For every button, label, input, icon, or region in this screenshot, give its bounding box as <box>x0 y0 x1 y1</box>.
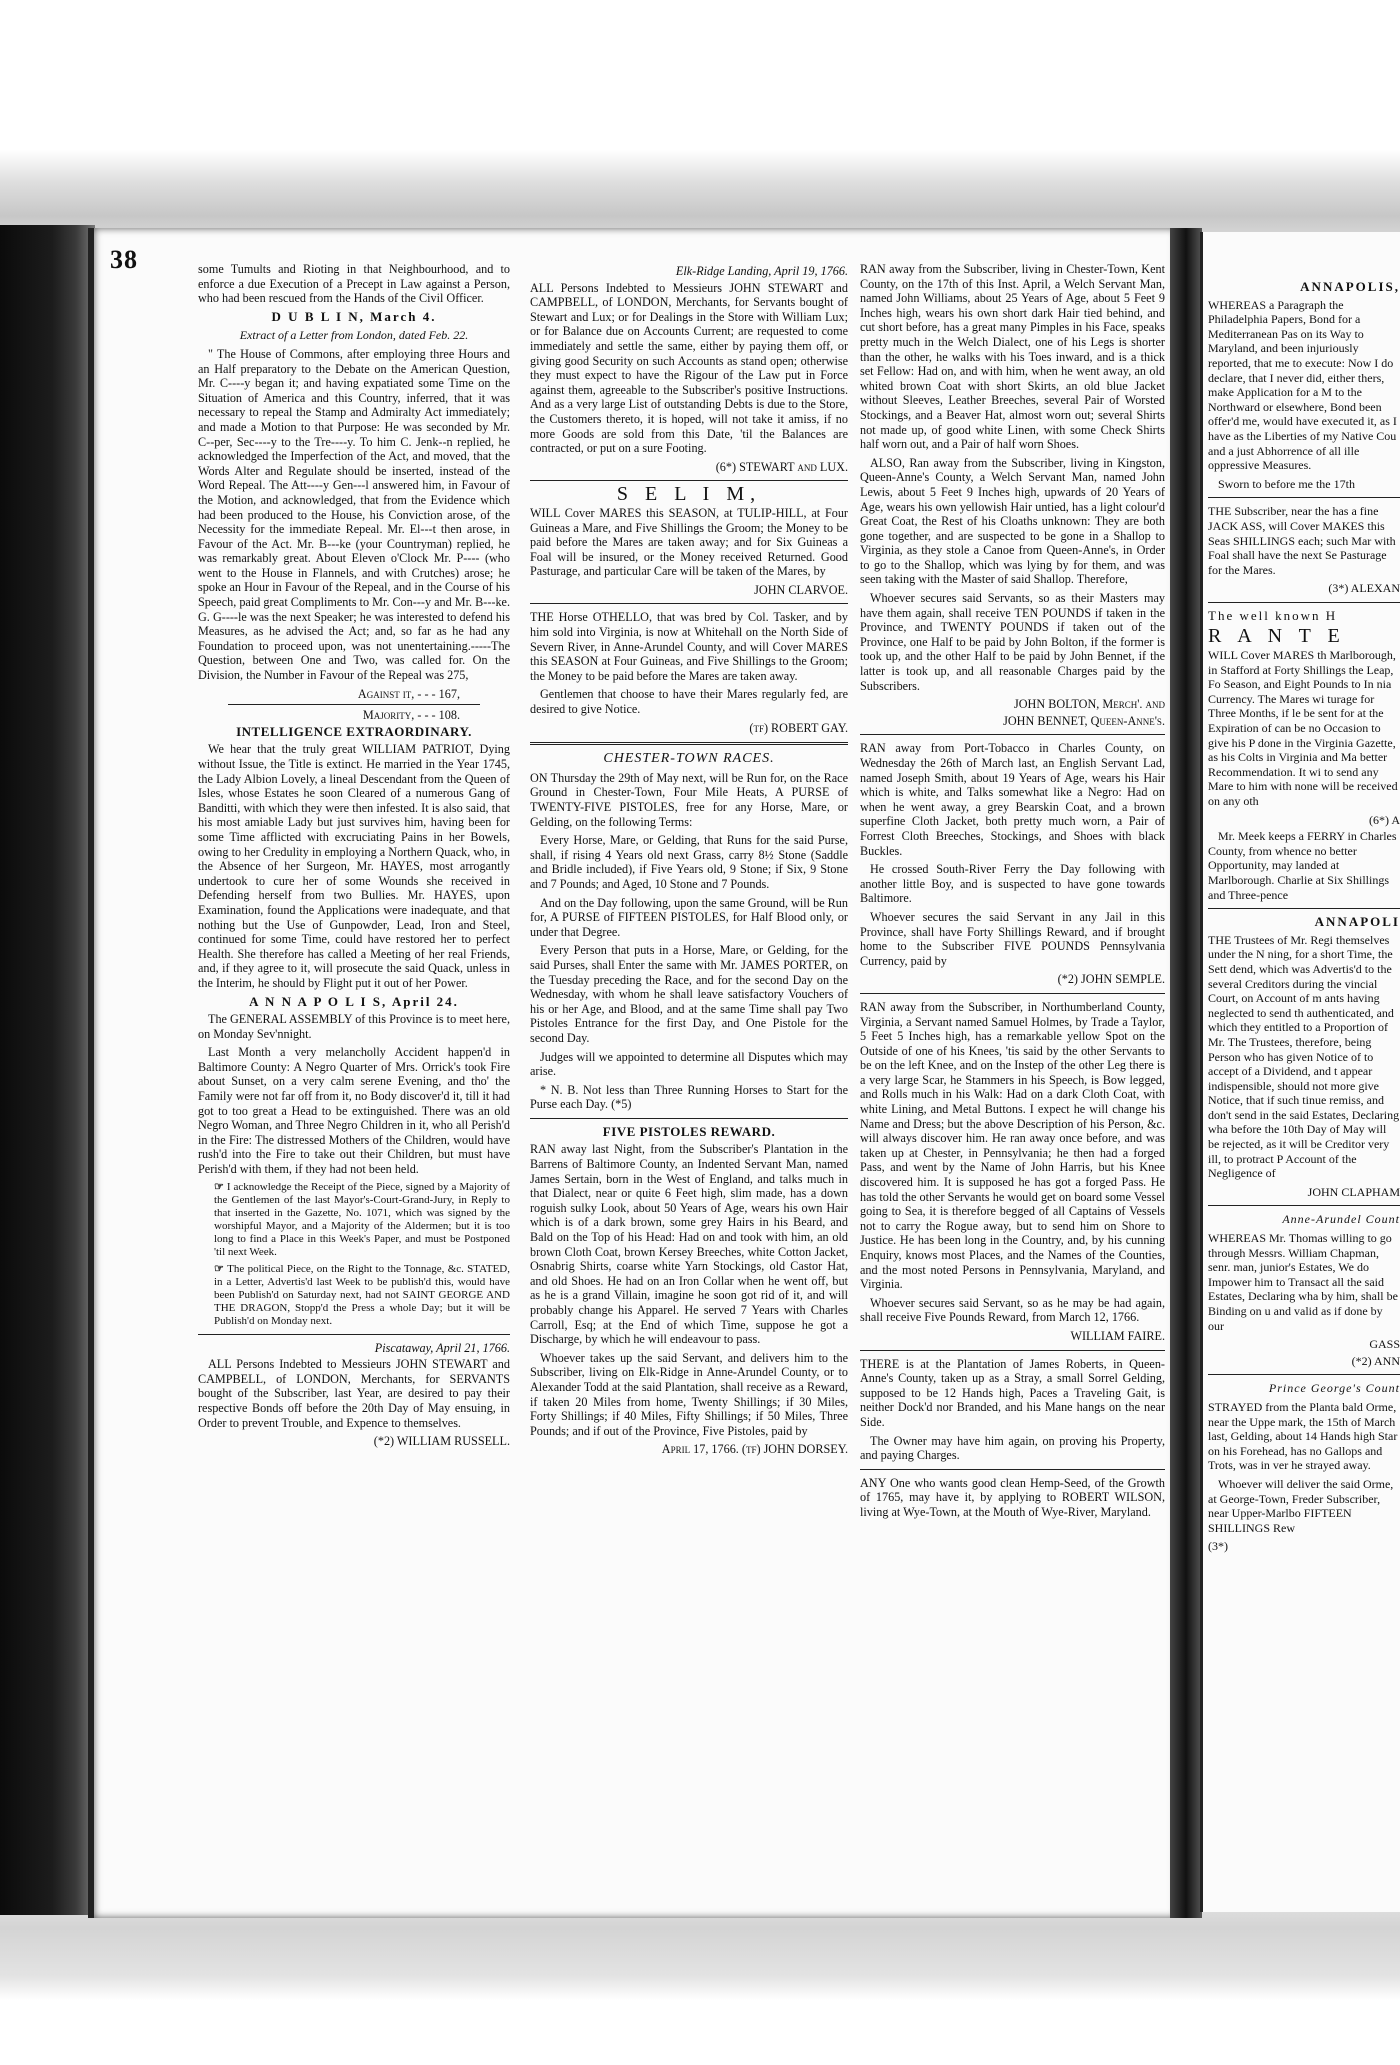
ranter-heading: R A N T E <box>1208 625 1346 648</box>
piscataway-dateline: Piscataway, April 21, 1766. <box>374 1340 510 1355</box>
extract-heading: Extract of a Letter from London, dated Feb. 22. <box>239 328 469 343</box>
paragraph-thomas: WHEREAS Mr. Thomas willing to go through Messrs. William Chapman, senr. man, junior's Estates, We do Impower him to Transact all the said Estates, Declaring wha by him, shall be Binding on u and valid as if done by our <box>1208 1231 1398 1333</box>
paragraph-runaway-holmes: RAN away from the Subscriber, in Northumberland County, Virginia, a Servant named Samuel Holmes, by Trade a Taylor, 5 Feet 5 Inches high, has a remarkable yellow Spot on the Outside of one of his Knees, 'tis said by the other Servants to be on the left Knee, and on the Instep of the other Leg there is a very large Scar, he Stammers in his Speech, is Bow legged, and Rolls much in his Walk: Had on a dark Cloth Coat, with white Lining, and Metal Buttons. I expect he will change his Name and Dress; but the above Description of his Person, &c. will always discover him. He ran away once before, and was taken up at Chester, in Pennsylvania; he then had a forged Pass, and went by the Name of John Harris, but his Knee discovered him. It is supposed he has got a forged Pass. He has told the other Servants he would get on board some Vessel going to Sea, it is therefore begged of all Captains of Vessels not to carry the Rogue away, but to send him on Shore to Justice. He has been long in the Country, and, by his cunning Enquiry, knows most Places, and the Names of the Counties, and the most noted Persons in Pennsylvania, Maryland, and Virginia. <box>860 999 1165 1292</box>
divider <box>228 704 480 705</box>
bennet-signature: JOHN BENNET, Queen-Anne's. <box>1003 713 1165 728</box>
paragraph-selim: WILL Cover MARES this SEASON, at TULIP-HILL, at Four Guineas a Mare, and Five Shillings the Groom; the Money to be paid before the Mares are taken away; and for Six Guineas a Foal will be insured, or the Money received Returned. Good Pasturage, and particular Care will be taken of the Mares, by <box>530 505 848 579</box>
vote-majority: Majority, - - - 108. <box>362 708 460 723</box>
column-2 <box>530 262 848 1882</box>
divider <box>198 1334 510 1335</box>
pointing-hand-icon: ☞ <box>214 1180 227 1193</box>
selim-heading: S E L I M, <box>616 483 762 506</box>
divider <box>530 1118 848 1119</box>
paragraph-strayed: STRAYED from the Planta bald Orme, near the Uppe mark, the 15th of March last, Gelding, about 14 Hands high Star on his Forehead, has no Gallops and Trots, was in ver he strayed away. <box>1208 1399 1398 1473</box>
divider <box>860 1469 1165 1470</box>
paragraph-runaway-reward: Whoever takes up the said Servant, and delivers him to the Subscriber, living on Elk-Ridge in Anne-Arundel County, or to Alexander Todd at the said Plantation, shall receive as a Reward, if taken 20 Miles from home, Twenty Shillings; if 30 Miles, Forty Shillings; if 40 Miles, Fifty Shillings; if 50 Miles, Three Pounds; and if out of the Province, Five Pistoles, paid by <box>530 1350 848 1438</box>
paragraph-othello-notice: Gentlemen that choose to have their Mares regularly fed, are desired to give Notice. <box>530 687 848 717</box>
paragraph-piscataway: ALL Persons Indebted to Messieurs JOHN STEWART and CAMPBELL, of LONDON, Merchants, for SERVANTS bought of the Subscriber, last Year, are desired to pay their respective Bonds off before the 20th Day of May ensuing, in Order to prevent Trouble, and Expence to themselves. <box>198 1357 510 1430</box>
paragraph-races-1: ON Thursday the 29th of May next, will be Run for, on the Race Ground in Chester-Town, Four Mile Heats, A PURSE of TWENTY-FIVE PISTOLES, free for any Horse, Mare, or Gelding, on the following Terms: <box>530 770 848 829</box>
page-number: 38 <box>110 245 138 274</box>
note-political-text: The political Piece, on the Right to the Tonnage, &c. STATED, in a Letter, Advertis'd last Week to be publish'd this, would have been Publish'd on Saturday next, had not SAINT GEORGE AND THE DRAGON, Stopp'd the Press a whole Day; but it will be Publish'd on Monday next. <box>214 1262 510 1327</box>
paragraph-fire: Last Month a very melancholly Accident happen'd in Baltimore County: A Negro Quarter of Mrs. Orrick's took Fire about Sunset, on a very calm serene Evening, and tho' the Family were not far off from it, no Body discover'd it, till it had got to too great a Head to be extinguished. There was an old Negro Woman, and Three Negro Children in it, who all Perish'd in the Fire: The distressed Mothers of the Children, would have rush'd into the Fire to take out their Children, but must have Perish'd with them, if they had not been held. <box>198 1045 510 1177</box>
column-1 <box>198 262 510 1882</box>
piscataway-signature: (*2) WILLIAM RUSSELL. <box>373 1434 510 1449</box>
othello-signature: (tf) ROBERT GAY. <box>749 720 848 735</box>
anne-arundel-heading: Anne-Arundel Count <box>1282 1212 1400 1227</box>
paragraph-stray-gelding: THERE is at the Plantation of James Roberts, in Queen-Anne's County, taken up as a Stray, a small Sorrel Gelding, supposed to be 12 Hands high, Paces a Traveling Gait, is neither Dock'd nor Branded, and his Mane hangs on the near Side. <box>860 1356 1165 1429</box>
divider <box>1208 497 1400 498</box>
note-political <box>198 1263 510 1328</box>
paragraph-whereas: WHEREAS a Paragraph the Philadelphia Papers, Bond for a Mediterranean Pas on its Way to Maryland, and been injuriously reported, that me to execute: Now I do declare, that I never did, either thers, make Application for a M to the Northward or elsewhere, Bond been offer'd me, would have executed it, as I have as the Liberties of my Native Cou and a just Abhorrence of all ille oppressive Measures. <box>1208 297 1397 473</box>
annapolis-heading: ANNAPOLIS, <box>1300 279 1400 294</box>
paragraph-runaway-williams: RAN away from the Subscriber, living in Chester-Town, Kent County, on the 17th of this Inst. April, a Welch Servant Man, named John Williams, about 25 Years of Age, about 5 Feet 9 Inches high, wears his own short dark Hair tied behind, and cut short before, has a great many Pimples in his Face, speaks pretty much in the Welch Dialect, one of his Legs is shorter than the other, he walks with his Toes inward, and is a thick set Fellow: Had on, and with him, when he went away, an old whited brown Coat with short Skirts, an old blue Jacket without Sleeves, Leather Breeches, several Pair of Worsted Stockings, and a Beaver Hat, almost worn out; several Shirts not made up, of good white Linen, with some Check Shirts half worn out, and a Pair of half worn Shoes. <box>860 262 1165 452</box>
ranter-signature: (6*) A <box>1369 812 1400 827</box>
faire-signature: WILLIAM FAIRE. <box>1070 1328 1165 1343</box>
selim-signature: JOHN CLARVOE. <box>754 582 848 597</box>
paragraph-stray-owner: The Owner may have him again, on proving his Property, and paying Charges. <box>860 1433 1165 1463</box>
gass-signature: GASS <box>1369 1337 1400 1352</box>
paragraph-intro: some Tumults and Rioting in that Neighbourhood, and to enforce a due Execution of a Precept in Law against a Person, who had been rescued from the Hands of the Civil Officer. <box>198 262 510 306</box>
divider <box>530 480 848 481</box>
strayed-signature: (3*) <box>1208 1539 1228 1554</box>
paragraph-trustees: THE Trustees of Mr. Regi themselves under the N ning, for a short Time, the Sett dend, which was Advertis'd to the several Creditors during the vincial Court, on Account of m ants having neglected to send th authenticated, and which they entitled to a Proportion of Mr. The Trustees, therefore, being Person who has given Notice of to accept of a Dividend, and t appear indispensible, should not more give Notice, that if such tinue remiss, and don't send in the said Estates, Declaring wha before the 10th Day of May will be rejected, as it will be Creditor very ill, to protract P Account of the Negligence of <box>1208 932 1400 1181</box>
paragraph-runaway-holmes-reward: Whoever secures said Servant, so as he may be had again, shall receive Five Pounds Reward, from March 12, 1766. <box>860 1295 1165 1325</box>
divider <box>860 993 1165 994</box>
note-receipt-text: I acknowledge the Receipt of the Piece, signed by a Majority of the Gentlemen of the last Mayor's-Court-Grand-Jury, in Reply to that inserted in the Gazette, No. 1071, which was signed by the worshipful Mayor, and a Majority of the Aldermen; but it is too long to find a Place in this Week's Paper, and must be Postponed 'til next Week. <box>214 1180 510 1258</box>
paragraph-ranter: WILL Cover MARES th Marlborough, in Stafford at Forty Shillings the Leap, Fo Season, and Eight Pounds to In nia Currency. The Mares wi turage for Three Months, if le be sent for at the Expiration of can be no Occasion to give his P done in the Virginia Gazette, as his Colts in Virginia and Ma better Recommendation. It wi to send any Mare to him with none will be received on any oth <box>1208 648 1398 808</box>
paragraph-races-5: Judges will we appointed to determine all Disputes which may arise. <box>530 1049 848 1079</box>
well-known-heading: The well known H <box>1208 607 1338 623</box>
note-receipt <box>198 1181 510 1259</box>
paragraph-hemp-seed: ANY One who wants good clean Hemp-Seed, of the Growth of 1765, may have it, by applying to ROBERT WILSON, living at Wye-Town, at the Mouth of Wye-River, Maryland. <box>860 1475 1165 1519</box>
paragraph-runaway-smith-reward: Whoever secures the said Servant in any Jail in this Province, shall have Forty Shillings Reward, and if brought home to the Subscriber FIVE POUNDS Pennsylvania Currency, paid by <box>860 909 1165 968</box>
bolton-signature: JOHN BOLTON, Merch'. and <box>1014 697 1165 712</box>
clapham-signature: JOHN CLAPHAM <box>1307 1184 1400 1199</box>
jack-signature: (3*) ALEXAN <box>1328 581 1400 596</box>
paragraph-strayed-reward: Whoever will deliver the said Orme, at George-Town, Freder Subscriber, near Upper-Marlbo FIFTEEN SHILLINGS Rew <box>1208 1476 1394 1535</box>
annapolis-heading-2: ANNAPOLI <box>1314 914 1400 930</box>
paragraph-intelligence: We hear that the truly great WILLIAM PATRIOT, Dying without Issue, the Title is extinct. He married in the Year 1745, the Lady Albion Lovely, a lineal Descendant from the Queen of Isles, whose Estates he soon Cleared of a numerous Gang of Banditti, with which they were then infested. It is also said, that his most amiable Lady but just survives him, having been for some Time afflicted with excruciating Pains in her Bowels, owing to her Credulity in employing a Northern Quack, who, in the Absence of her Surgeon, Mr. HAYES, most arrogantly undertook to cure her of some Wounds she received in Defending herself from two Bullies. Mr. HAYES, upon Examination, found the Applications were inadequate, and that nothing but the Use of Gunpowder, Lead, Iron and Steel, continued for some Time, could have restored her to perfect Health. She therefore has called a Meeting of her real Friends, and, if they agree to it, will prosecute the said Quack, unless in the Interim, he should by Flight put it out of her Power. <box>198 742 510 990</box>
paragraph-commons: " The House of Commons, after employing three Hours and an Half preparatory to the Debate on the American Question, Mr. C----y began it; and having expatiated some Time on the Situation of America and this Country, inferred, that it was necessary to repeal the Stamp and Admiralty Act immediately; and made a Motion to that Purpose: He was seconded by Mr. C--per, Sec----y to the Tre----y. To him C. Jenk--n replied, he acknowledged the Imperfection of the Act, and moved, that the Words Alter and Regulate should be inserted, instead of the Word Repeal. The Att----y Gen---l answered him, in Favour of the Motion, and acknowledged, that from the Evidence which had been produced to the House, his Conviction arose, of the Necessity for the immediate Repeal. Mr. El---t then arose, in Favour of the Act. Mr. B---ke (your Countryman) replied, he was remarkably great. About Eleven o'Clock Mr. P---- (who went to the House in Flannels, and with Crutches) arose; he spoke an Hour in Favour of the Repeal, and in the Course of his Speech, paid great Compliments to Mr. Con---y and Mr. B---ke. G. G----le was the next Speaker; he was interested to defend his Measures, as he advised the Act; and, so far as he had any Foundation to proceed upon, was not unentertaining.-----The Question, between One and Two, was called for. On the Division, the Number in Favour of the Repeal was 275, <box>198 346 510 683</box>
semple-signature: (*2) JOHN SEMPLE. <box>1057 972 1165 987</box>
divider <box>1208 1205 1400 1206</box>
paragraph-runaway-sertain: RAN away last Night, from the Subscriber's Plantation in the Barrens of Baltimore County, an Indented Servant Man, named James Sertain, born in the West of England, and talks much in that Dialect, near or quite 6 Feet high, slim made, has a down roguish sulky Look, about 50 Years of Age, wears his own Hair which is of a dark brown, some grey Hairs in his Beard, and Bald on the Top of his Head: Had on and took with him, an old brown Cloth Coat, brown Kersey Breeches, white Cotton Jacket, Osnabrig Shirts, coarse white Yarn Stockings, old Castor Hat, and old Shoes. He had on an Iron Collar when he went off, but as he is a grand Villain, imagine he soon got rid of it, and will probably change his Apparel. He served 7 Years with Charles Carroll, Esq; at the End of which Time, suppose he got a Discharge, by which he will endeavour to pass. <box>530 1142 848 1347</box>
divider <box>1208 602 1400 603</box>
ann-signature: (*2) ANN <box>1351 1353 1400 1368</box>
dorsey-signature: April 17, 1766. (tf) JOHN DORSEY. <box>661 1442 848 1457</box>
divider <box>530 603 848 604</box>
paragraph-runaway-lewis: ALSO, Ran away from the Subscriber, living in Kingston, Queen-Anne's County, a Welch Servant Man, named John Lewis, about 5 Feet 9 Inches high, upwards of 20 Years of Age, wears his own yellowish Hair untied, has a light colour'd Great Coat, the Rest of his Cloaths unknown: They are both gone together, and are suspected to be gone in a Shallop to Virginia, as they stole a Canoe from Queen-Anne's, in Order to go to the Shallop, which was lying by for them, and was seen taking with the Master of said Shallop. Therefore, <box>860 455 1165 587</box>
column-3 <box>860 262 1165 1882</box>
divider <box>860 1350 1165 1351</box>
paragraph-races-3: And on the Day following, upon the same Ground, will be Run for, A PURSE of FIFTEEN PISTOLES, for Half Blood only, or under that Degree. <box>530 895 848 939</box>
page-gutter <box>1170 228 1202 1918</box>
paragraph-runaway-reward: Whoever secures said Servants, so as their Masters may have them again, shall receive TEN POUNDS if taken in the Province, and TWENTY POUNDS if taken out of the Province, one Half to be paid by John Bolton, if the former is took up, and the other Half to be paid by John Bennet, if the latter is took up, and all reasonable Charges paid by the Subscribers. <box>860 591 1165 693</box>
divider <box>860 734 1165 735</box>
paragraph-elkridge: ALL Persons Indebted to Messieurs JOHN STEWART and CAMPBELL, of LONDON, Merchants, for Servants bought of Stewart and Lux; or for Dealings in the Store with William Lux; or for Balance due on Accounts Current; are requested to come immediately and settle the same, either by paying them off, or giving good Security on such Accounts as stand open; otherwise they must expect to have the Rigour of the Law put in Force against them, agreeable to the Subscriber's positive Instructions. And as a very large List of outstanding Debts is due to the Store, the Customers thereto, it is hoped, will not take it amiss, if no more Goods are sold from this Date, 'til the Balances are contracted, or put on a sure Footing. <box>530 280 848 456</box>
elkridge-dateline: Elk-Ridge Landing, April 19, 1766. <box>675 264 848 278</box>
column-4-facing <box>1208 278 1400 1898</box>
vote-against: Against it, - - - 167, <box>357 686 460 701</box>
divider <box>1208 908 1400 909</box>
dublin-heading: D U B L I N, March 4. <box>271 308 437 324</box>
paragraph-othello: THE Horse OTHELLO, that was bred by Col. Tasker, and by him sold into Virginia, is now at Whitehall on the North Side of Severn River, in Anne-Arundel County, and will Cover MARES this SEASON at Four Guineas, and Five Shillings to the Groom; the Money to be paid before the Mares are taken away. <box>530 610 848 683</box>
races-heading: CHESTER-TOWN RACES. <box>603 751 775 767</box>
book-spine <box>0 225 95 1915</box>
paragraph-ferry: Mr. Meek keeps a FERRY in Charles County, from whence no better Opportunity, may landed at Marlborough. Charlie at Six Shillings and Three-pence <box>1208 829 1397 902</box>
paragraph-runaway-smith-ferry: He crossed South-River Ferry the Day following with another little Boy, and is suspected to have gone towards Baltimore. <box>860 862 1165 906</box>
prince-george-heading: Prince George's Count <box>1268 1381 1400 1396</box>
paragraph-races-4: Every Person that puts in a Horse, Mare, or Gelding, for the said Purses, shall Enter the same with Mr. JAMES PORTER, on the Tuesday preceding the Race, and for the second Day on the Wednesday, with whom he shall leave satisfactory Vouchers of his or her Age, and Blood, and at the same Time shall pay Two Pistoles Entrance for the first Day, and One Pistole for the second Day. <box>530 943 848 1045</box>
reward-heading: FIVE PISTOLES REWARD. <box>602 1123 776 1139</box>
divider <box>1208 1374 1400 1375</box>
paragraph-races-6: * N. B. Not less than Three Running Horses to Start for the Purse each Day. (*5) <box>530 1082 848 1112</box>
pointing-hand-icon: ☞ <box>214 1262 228 1275</box>
intelligence-heading: INTELLIGENCE EXTRAORDINARY. <box>236 723 472 739</box>
annapolis-heading: A N N A P O L I S, April 24. <box>249 993 459 1009</box>
divider <box>530 742 848 745</box>
paragraph-assembly: The GENERAL ASSEMBLY of this Province is to meet here, on Monday Sev'nnight. <box>198 1012 510 1041</box>
paragraph-sworn: Sworn to before me the 17th <box>1218 476 1355 491</box>
paragraph-races-2: Every Horse, Mare, or Gelding, that Runs for the said Purse, shall, if rising 4 Years old next Grass, carry 8½ Stone (Saddle and Bridle included), if Five Years old, 9 Stone; if Six, 9 Stone and 7 Pounds; and Aged, 10 Stone and 7 Pounds. <box>530 833 848 891</box>
paragraph-runaway-smith: RAN away from Port-Tobacco in Charles County, on Wednesday the 26th of March last, an English Servant Lad, named Joseph Smith, about 19 Years of Age, wears his Hair which is white, and Talks somewhat like a Negro: Had on when he went away, a grey Bearskin Coat, and a brown superfine Cloth Jacket, both pretty much worn, a Pair of Forrest Cloth Breeches, Stockings, and Shoes with black Buckles. <box>860 741 1165 858</box>
paragraph-jack-ass: THE Subscriber, near the has a fine JACK ASS, will Cover MAKES this Seas SHILLINGS each; such Mar with Foal shall have the next Se Pasturage for the Mares. <box>1208 504 1396 577</box>
elkridge-signature: (6*) STEWART and LUX. <box>715 459 848 474</box>
